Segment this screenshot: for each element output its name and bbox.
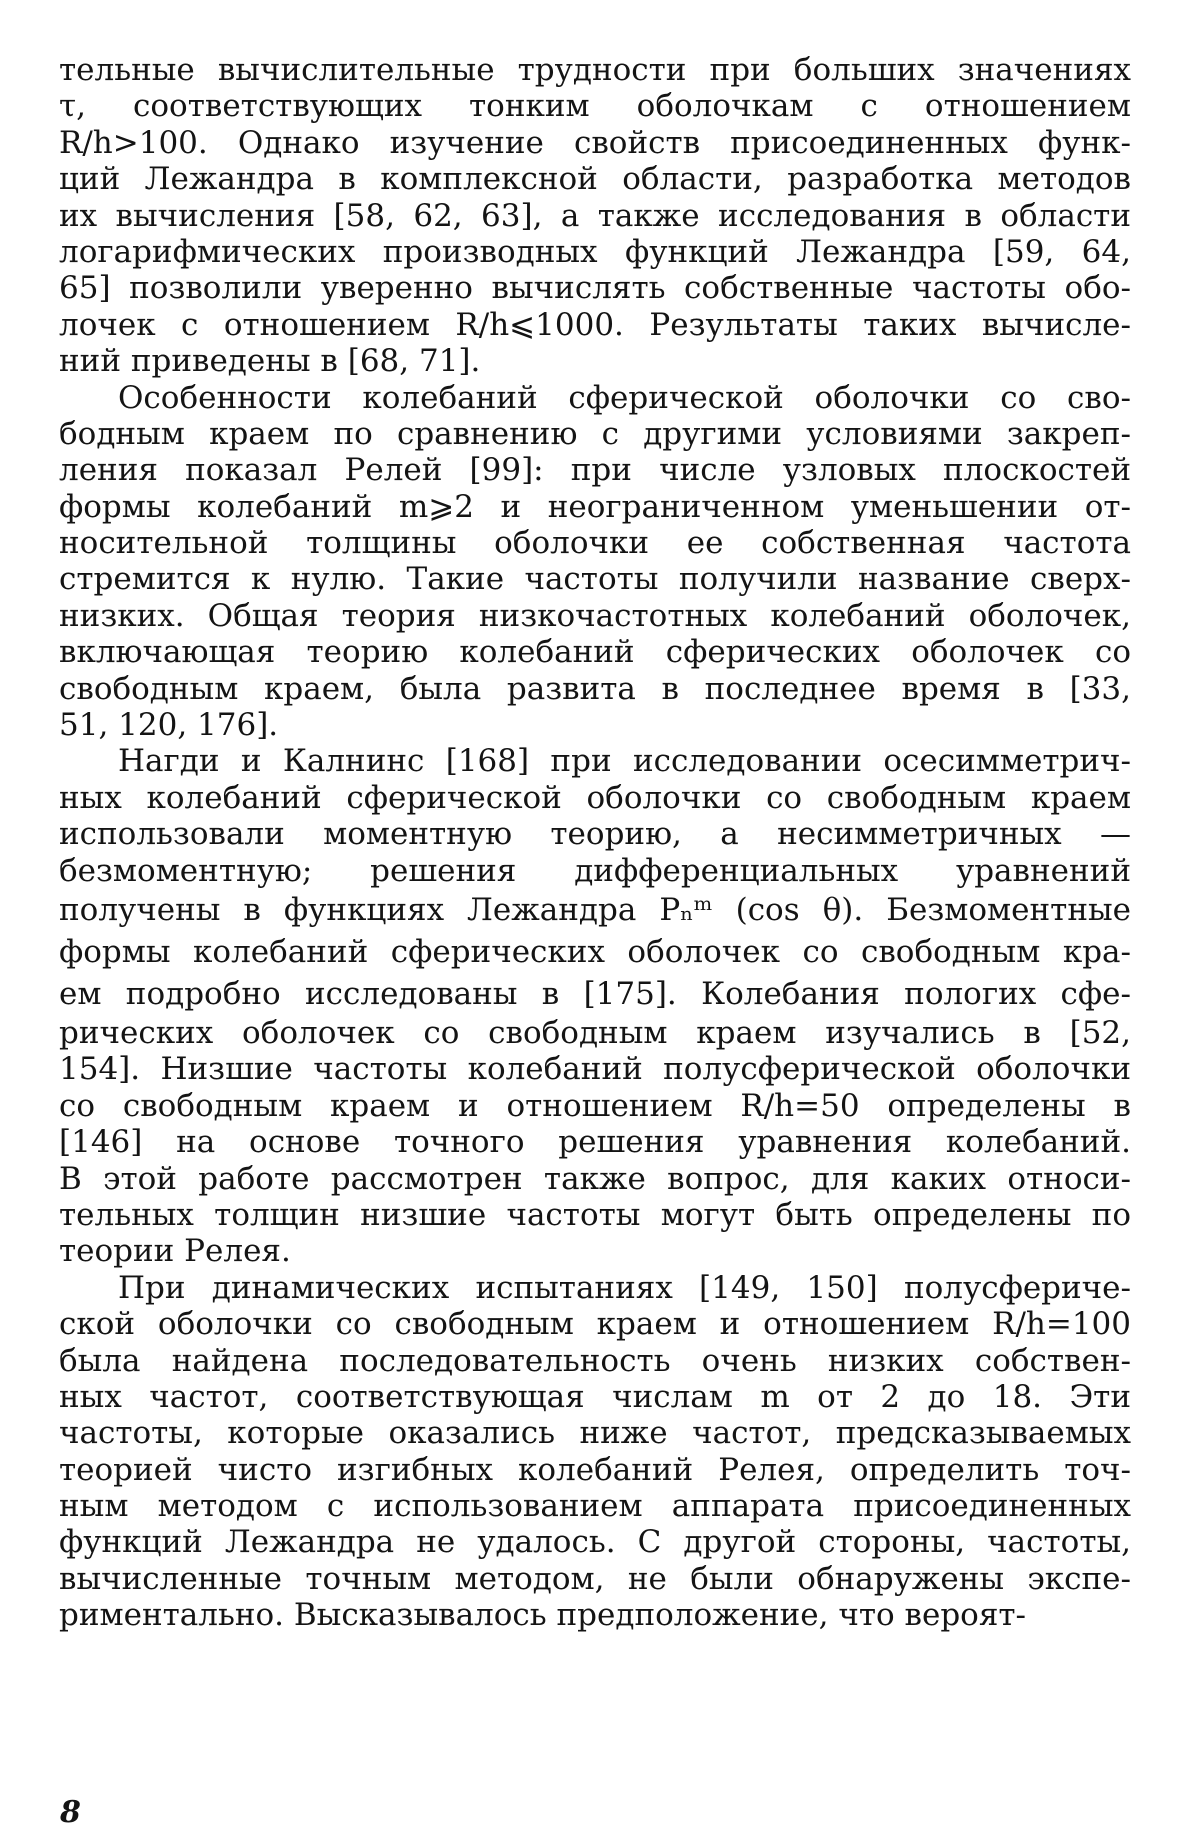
paragraph	[59, 743, 1131, 1269]
paragraph	[59, 380, 1131, 744]
text-line: риментально. Высказывалось предположение, что вероят-	[59, 1597, 1027, 1634]
text-line: ных колебаний сферической оболочки со свободным краем	[59, 779, 1131, 816]
text-line: тельных толщин низшие частоты могут быть определены по	[59, 1196, 1131, 1233]
page-number: 8	[60, 1795, 81, 1830]
text-line: ных частот, соответствующая числам m от 2 до 18. Эти	[59, 1378, 1131, 1415]
paragraph	[59, 52, 1131, 380]
text-line: включающая теорию колебаний сферических оболочек со	[59, 634, 1131, 671]
text-line: [146] на основе точного решения уравнения колебаний.	[59, 1124, 1131, 1161]
text-line: рических оболочек со свободным краем изучались в [52,	[59, 1014, 1131, 1051]
text-line: со свободным краем и отношением R/h=50 определены в	[59, 1087, 1131, 1124]
text-line: 154]. Низшие частоты колебаний полусферической оболочки	[59, 1051, 1131, 1088]
body-text	[59, 52, 1131, 1634]
text-line: ления показал Релей [99]: при числе узловых плоскостей	[59, 452, 1131, 489]
text-line: R/h>100. Однако изучение свойств присоединенных функ-	[59, 124, 1131, 161]
text-line: ций Лежандра в комплексной области, разработка методов	[59, 161, 1131, 198]
text-line: тельные вычислительные трудности при больших значениях	[59, 52, 1131, 88]
text-line: частоты, которые оказались ниже частот, предсказываемых	[59, 1415, 1131, 1452]
text-line: вычисленные точным методом, не были обнаружены экспе-	[59, 1560, 1131, 1597]
text-line: носительной толщины оболочки ее собственная частота	[59, 525, 1131, 562]
text-line: функций Лежандра не удалось. С другой стороны, частоты,	[59, 1524, 1131, 1561]
text-line: свободным краем, была развита в последнее время в [33,	[59, 670, 1131, 707]
text-line: τ, соответствующих тонким оболочкам с отношением	[59, 88, 1131, 125]
text-line: стремится к нулю. Такие частоты получили название сверх-	[59, 561, 1131, 598]
text-line: Нагди и Калнинс [168] при исследовании осесимметрич-	[118, 743, 1131, 780]
text-line: была найдена последовательность очень низких собствен-	[59, 1342, 1131, 1379]
text-line: ным методом с использованием аппарата присоединенных	[59, 1488, 1131, 1525]
text-line: 51, 120, 176].	[59, 707, 279, 744]
text-line: безмоментную; решения дифференциальных уравнений	[59, 852, 1131, 889]
text-line: использовали моментную теорию, а несимметричных —	[59, 816, 1131, 853]
text-line: логарифмических производных функций Лежандра [59, 64,	[59, 233, 1131, 270]
text-line: ской оболочки со свободным краем и отношением R/h=100	[59, 1306, 1131, 1343]
text-line: бодным краем по сравнению с другими условиями закреп-	[59, 415, 1131, 452]
text-line: В этой работе рассмотрен также вопрос, для каких относи-	[59, 1160, 1131, 1197]
text-line: формы колебаний m⩾2 и неограниченном уменьшении от-	[59, 488, 1131, 525]
text-line: При динамических испытаниях [149, 150] полусфериче-	[118, 1269, 1131, 1306]
text-line: низких. Общая теория низкочастотных колебаний оболочек,	[59, 597, 1131, 634]
text-line: получены в функциях Лежандра Pₙᵐ (cos θ). Безмоментные	[59, 891, 1131, 928]
text-line: формы колебаний сферических оболочек со свободным кра-	[59, 933, 1131, 970]
text-line: ний приведены в [68, 71].	[59, 343, 481, 380]
text-line: Особенности колебаний сферической оболочки со сво-	[118, 379, 1131, 416]
paragraph	[59, 1270, 1131, 1634]
text-line: 65] позволили уверенно вычислять собственные частоты обо-	[59, 270, 1131, 307]
text-line: ем подробно исследованы в [175]. Колебания пологих сфе-	[59, 975, 1131, 1012]
text-line: теорией чисто изгибных колебаний Релея, определить точ-	[59, 1451, 1131, 1488]
text-line: теории Релея.	[59, 1233, 291, 1270]
text-line: лочек с отношением R/h⩽1000. Результаты таких вычисле-	[59, 306, 1131, 343]
text-line: их вычисления [58, 62, 63], а также исследования в области	[59, 197, 1131, 234]
